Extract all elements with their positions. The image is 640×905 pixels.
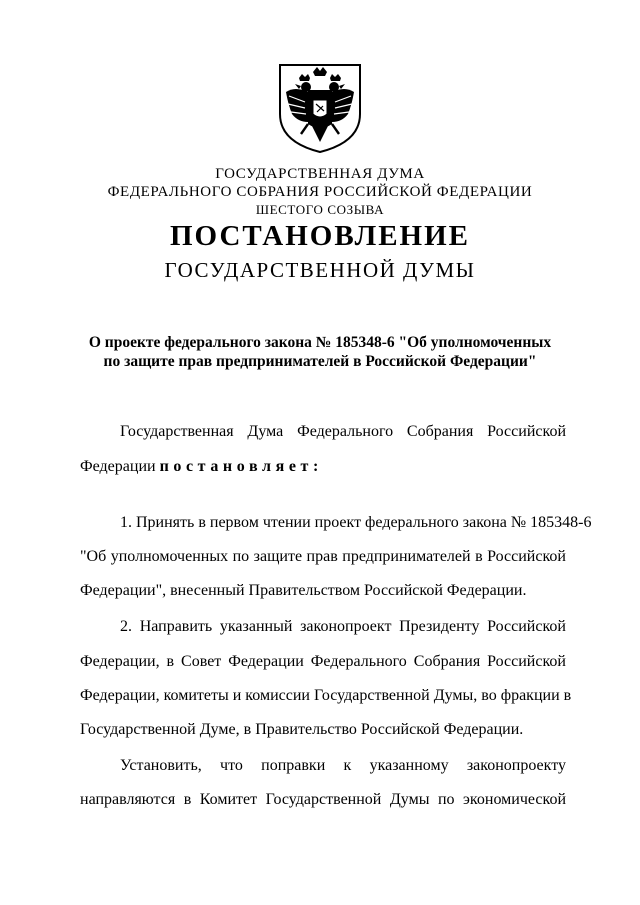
paragraph-1-line-1: 1. Принять в первом чтении проект федерального закона № 185348-6	[120, 514, 592, 531]
paragraph-2-line-4: Государственной Думе, в Правительство Российской Федерации.	[80, 721, 524, 738]
paragraph-2-line-3: Федерации, комитеты и комиссии Государственной Думы, во фракции в	[80, 687, 572, 704]
paragraph-3-line-1: Установить, что поправки к указанному законопроекту	[120, 757, 566, 774]
preamble-federation-text: Федерации	[80, 458, 156, 475]
header-line-assembly: ФЕДЕРАЛЬНОГО СОБРАНИЯ РОССИЙСКОЙ ФЕДЕРАЦИИ	[107, 184, 533, 200]
preamble-line-1: Государственная Дума Федерального Собрания Российской	[120, 423, 566, 440]
resolves-text: постановляет:	[159, 458, 323, 475]
subject-line-2: по защите прав предпринимателей в Российской Федерации"	[103, 353, 537, 370]
header-line-convocation: ШЕСТОГО СОЗЫВА	[255, 202, 385, 217]
document-title: ПОСТАНОВЛЕНИЕ	[169, 220, 470, 252]
paragraph-3-line-2: направляются в Комитет Государственной Думы по экономической	[80, 791, 566, 808]
paragraph-1-line-2: "Об уполномоченных по защите прав предпринимателей в Российской	[80, 548, 566, 565]
document-subtitle: ГОСУДАРСТВЕННОЙ ДУМЫ	[164, 258, 476, 282]
coat-of-arms-icon	[277, 62, 363, 154]
subject-line-1: О проекте федерального закона № 185348-6 "Об уполномоченных	[88, 334, 552, 351]
paragraph-2-line-2: Федерации, в Совет Федерации Федерального Собрания Российской	[80, 653, 566, 670]
preamble-line-2	[80, 457, 566, 477]
paragraph-1-line-3: Федерации", внесенный Правительством Российской Федерации.	[80, 582, 527, 599]
paragraph-2-line-1: 2. Направить указанный законопроект Президенту Российской	[120, 618, 566, 635]
header-line-duma: ГОСУДАРСТВЕННАЯ ДУМА	[215, 166, 425, 182]
